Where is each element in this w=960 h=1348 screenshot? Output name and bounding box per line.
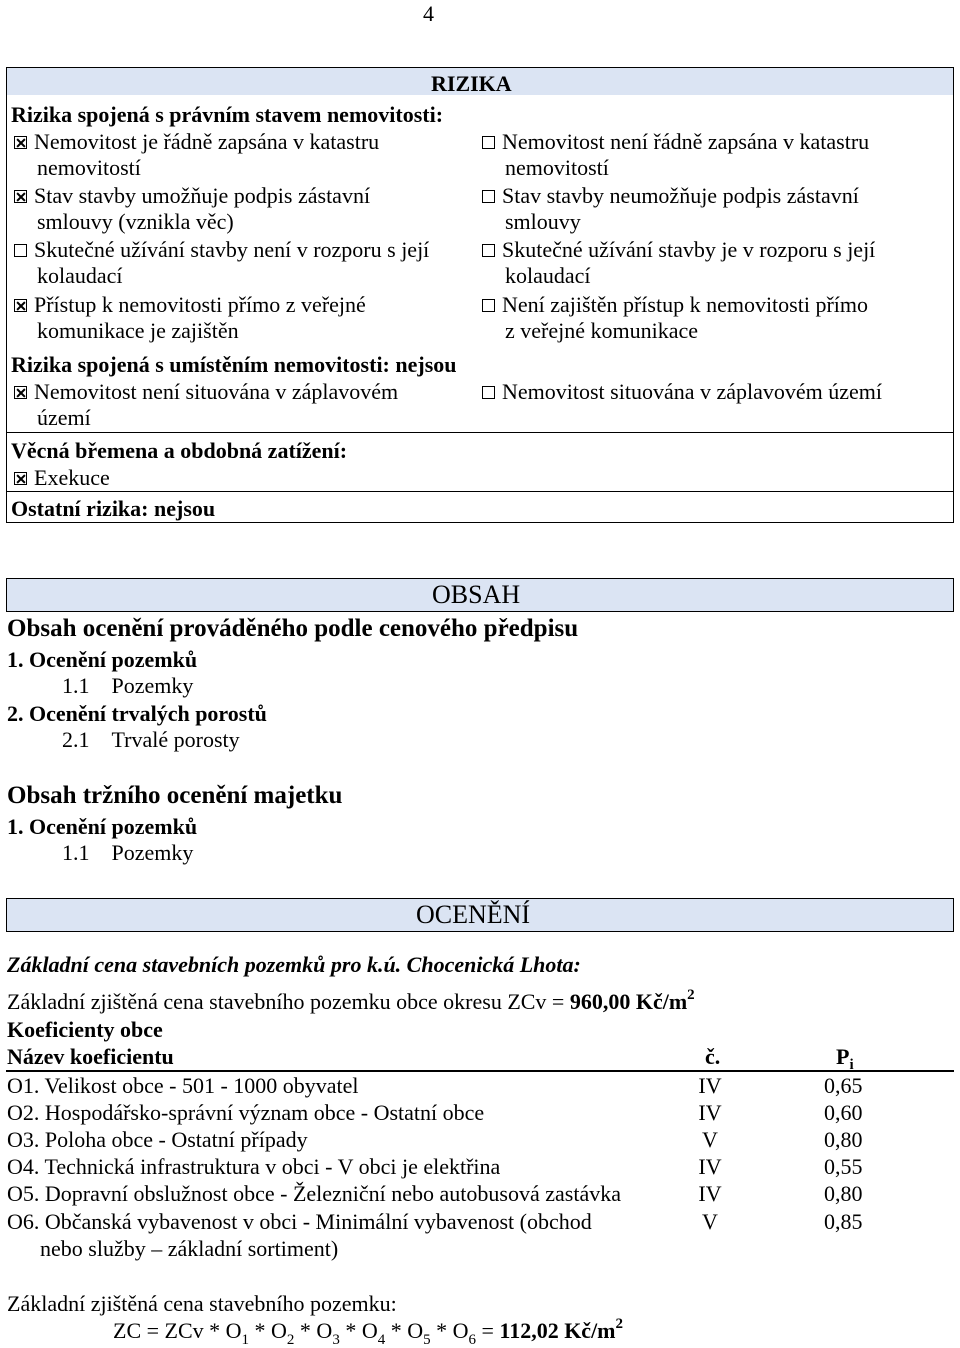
toc-subitem[interactable]: 2.1 Trvalé porosty <box>62 727 240 752</box>
coef-number: V <box>702 1209 718 1234</box>
legal-item-right-cont: kolaudací <box>505 263 591 288</box>
location-risks-heading: Rizika spojená s umístěním nemovitosti: nejsou <box>11 352 457 377</box>
empty-checkbox-icon[interactable] <box>482 244 495 257</box>
legal-item-left[interactable]: Skutečné užívání stavby není v rozporu s její <box>14 236 429 263</box>
coef-number: IV <box>698 1154 722 1179</box>
coef-value: 0,85 <box>824 1209 863 1234</box>
checked-checkbox-icon[interactable] <box>14 386 27 399</box>
legal-item-left[interactable]: Nemovitost je řádně zapsána v katastru <box>14 128 379 155</box>
checked-checkbox-icon[interactable] <box>14 190 27 203</box>
coef-name: O3. Poloha obce - Ostatní případy <box>7 1127 308 1152</box>
formula-subscript: 1 <box>241 1332 250 1348</box>
oceneni-title: OCENĚNÍ <box>416 900 531 929</box>
coef-name-cont: nebo služby – základní sortiment) <box>40 1236 339 1261</box>
empty-checkbox-icon[interactable] <box>482 299 495 312</box>
col-header-name: Název koeficientu <box>7 1044 174 1069</box>
formula-label: Základní zjištěná cena stavebního pozemku: <box>7 1291 397 1316</box>
checked-checkbox-icon[interactable] <box>14 136 27 149</box>
obsah-title: OBSAH <box>432 580 521 609</box>
legal-item-right[interactable]: Není zajištěn přístup k nemovitosti přímo <box>482 291 868 318</box>
formula-subscript: 6 <box>468 1332 476 1348</box>
formula-term: O <box>316 1318 333 1343</box>
toc-item[interactable]: 2. Ocenění trvalých porostů <box>7 701 267 726</box>
toc-subitem[interactable]: 1.1 Pozemky <box>62 673 194 698</box>
empty-checkbox-icon[interactable] <box>482 136 495 149</box>
coef-value: 0,55 <box>824 1154 863 1179</box>
toc-subitem[interactable]: 1.1 Pozemky <box>62 840 194 865</box>
obsah-heading-2: Obsah tržního ocenění majetku <box>7 782 343 809</box>
coef-value: 0,80 <box>824 1181 863 1206</box>
coef-name: O6. Občanská vybavenost v obci - Minimální vybavenost (obchod <box>7 1209 592 1234</box>
legal-item-right-cont: smlouvy <box>505 209 581 234</box>
coef-number: IV <box>698 1181 722 1206</box>
legal-item-right[interactable]: Nemovitost není řádně zapsána v katastru <box>482 128 869 155</box>
toc-item[interactable]: 1. Ocenění pozemků <box>7 814 198 839</box>
coef-name: O1. Velikost obce - 501 - 1000 obyvatel <box>7 1073 359 1098</box>
location-item-right[interactable]: Nemovitost situována v záplavovém území <box>482 378 882 405</box>
legal-item-left-cont: kolaudací <box>37 263 123 288</box>
location-item-left[interactable]: Nemovitost není situována v záplavovém <box>14 378 398 405</box>
divider <box>6 432 954 433</box>
rizika-title: RIZIKA <box>431 71 512 96</box>
legal-risks-heading: Rizika spojená s právním stavem nemovitosti: <box>11 102 444 127</box>
legal-item-right-cont: z veřejné komunikace <box>505 318 699 343</box>
checked-checkbox-icon[interactable] <box>14 299 27 312</box>
checked-checkbox-icon[interactable] <box>14 472 27 485</box>
coef-name: O4. Technická infrastruktura v obci - V obci je elektřina <box>7 1154 501 1179</box>
toc-item[interactable]: 1. Ocenění pozemků <box>7 647 198 672</box>
burdens-heading: Věcná břemena a obdobná zatížení: <box>11 438 348 463</box>
formula-term: O <box>407 1318 424 1343</box>
legal-item-left[interactable]: Přístup k nemovitosti přímo z veřejné <box>14 291 366 318</box>
col-header-p: $P_i$ <box>836 1044 854 1073</box>
formula-subscript: 2 <box>286 1332 295 1348</box>
burdens-item[interactable]: Exekuce <box>14 464 110 491</box>
legal-item-right[interactable]: Skutečné užívání stavby je v rozporu s její <box>482 236 875 263</box>
coef-heading: Koeficienty obce <box>7 1017 163 1042</box>
formula-subscript: 5 <box>423 1332 431 1348</box>
legal-item-left-cont: komunikace je zajištěn <box>37 318 239 343</box>
divider <box>6 491 954 492</box>
legal-item-left-cont: nemovitostí <box>37 155 141 180</box>
empty-checkbox-icon[interactable] <box>14 244 27 257</box>
coef-value: 0,65 <box>824 1073 863 1098</box>
other-risks: Ostatní rizika: nejsou <box>11 496 216 521</box>
coef-number: IV <box>698 1073 722 1098</box>
formula-term: O <box>271 1318 287 1343</box>
formula-subscript: 4 <box>377 1332 386 1348</box>
base-price-line: Základní zjištěná cena stavebního pozemku obce okresu ZCv = 960,00 $Kč/m^2$ <box>7 987 695 1014</box>
legal-item-left-cont: smlouvy (vznikla věc) <box>37 209 234 234</box>
formula-term: O <box>452 1318 469 1343</box>
formula-term: O <box>225 1318 242 1343</box>
empty-checkbox-icon[interactable] <box>482 386 495 399</box>
coef-number: IV <box>698 1100 722 1125</box>
page-number: 4 <box>423 1 434 26</box>
oceneni-subtitle: Základní cena stavebních pozemků pro k.ú. Chocenická Lhota: <box>7 952 581 977</box>
location-item-left-cont: území <box>37 405 91 430</box>
empty-checkbox-icon[interactable] <box>482 190 495 203</box>
legal-item-left[interactable]: Stav stavby umožňuje podpis zástavní <box>14 182 370 209</box>
formula-subscript: 3 <box>332 1332 340 1348</box>
formula: ZC = ZCv * $O_1 * O_2 * O_3 * O_4 * O_5 * O_6 = 112,02$ $Kč/m^2$ <box>113 1316 624 1348</box>
legal-item-right[interactable]: Stav stavby neumožňuje podpis zástavní <box>482 182 859 209</box>
obsah-heading-1: Obsah ocenění prováděného podle cenového předpisu <box>7 615 579 642</box>
col-header-number: č. <box>705 1044 721 1069</box>
coef-number: V <box>702 1127 718 1152</box>
formula-term: O <box>361 1318 378 1343</box>
legal-item-right-cont: nemovitostí <box>505 155 609 180</box>
coef-value: 0,80 <box>824 1127 863 1152</box>
coef-value: 0,60 <box>824 1100 863 1125</box>
coef-name: O5. Dopravní obslužnost obce - Železniční nebo autobusová zastávka <box>7 1181 621 1206</box>
coef-name: O2. Hospodářsko-správní význam obce - Ostatní obce <box>7 1100 485 1125</box>
